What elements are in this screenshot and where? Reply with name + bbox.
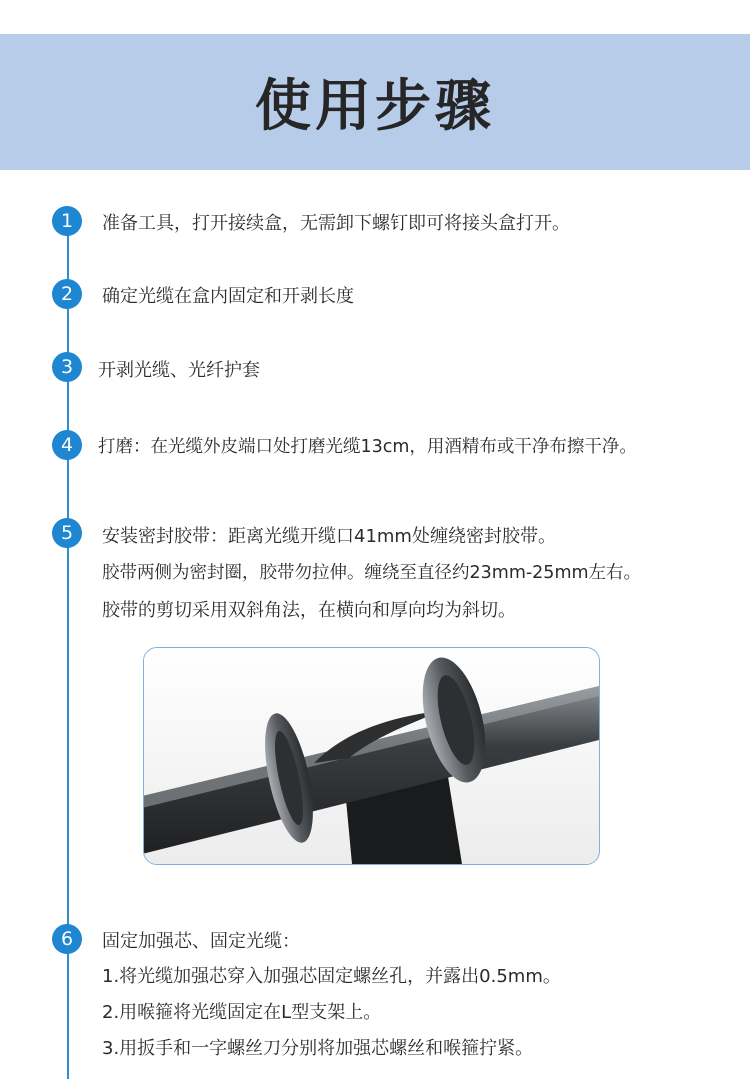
step-text: 3.用扳手和一字螺丝刀分别将加强芯螺丝和喉箍拧紧。 [102, 1038, 534, 1059]
step-text: 确定光缆在盒内固定和开剥长度 [102, 286, 354, 307]
top-margin [0, 0, 750, 34]
step-text: 2.用喉箍将光缆固定在L型支架上。 [102, 1002, 382, 1023]
step-number-badge: 6 [52, 924, 82, 954]
step-text: 准备工具，打开接续盒，无需卸下螺钉即可将接头盒打开。 [102, 213, 570, 234]
step-number-badge: 4 [52, 430, 82, 460]
step-text: 开剥光缆、光纤护套 [98, 360, 260, 381]
page-title: 使用步骤 [255, 74, 495, 139]
step-number-badge: 1 [52, 206, 82, 236]
step-number-badge: 3 [52, 352, 82, 382]
step-text: 打磨：在光缆外皮端口处打磨光缆13cm，用酒精布或干净布擦干净。 [98, 437, 637, 457]
step-text: 固定加强芯、固定光缆： [102, 931, 300, 952]
step-text: 安装密封胶带：距离光缆开缆口41mm处缠绕密封胶带。 [102, 526, 556, 547]
step-text: 胶带的剪切采用双斜角法，在横向和厚向均为斜切。 [102, 600, 516, 621]
step-number-badge: 2 [52, 279, 82, 309]
step-number-badge: 5 [52, 518, 82, 548]
cable-illustration [144, 648, 599, 864]
step-text: 胶带两侧为密封圈，胶带勿拉伸。缠绕至直径约23mm-25mm左右。 [102, 563, 642, 583]
cable-sealing-photo [143, 647, 600, 865]
step-text: 1.将光缆加强芯穿入加强芯固定螺丝孔，并露出0.5mm。 [102, 966, 561, 987]
title-banner [0, 34, 750, 170]
